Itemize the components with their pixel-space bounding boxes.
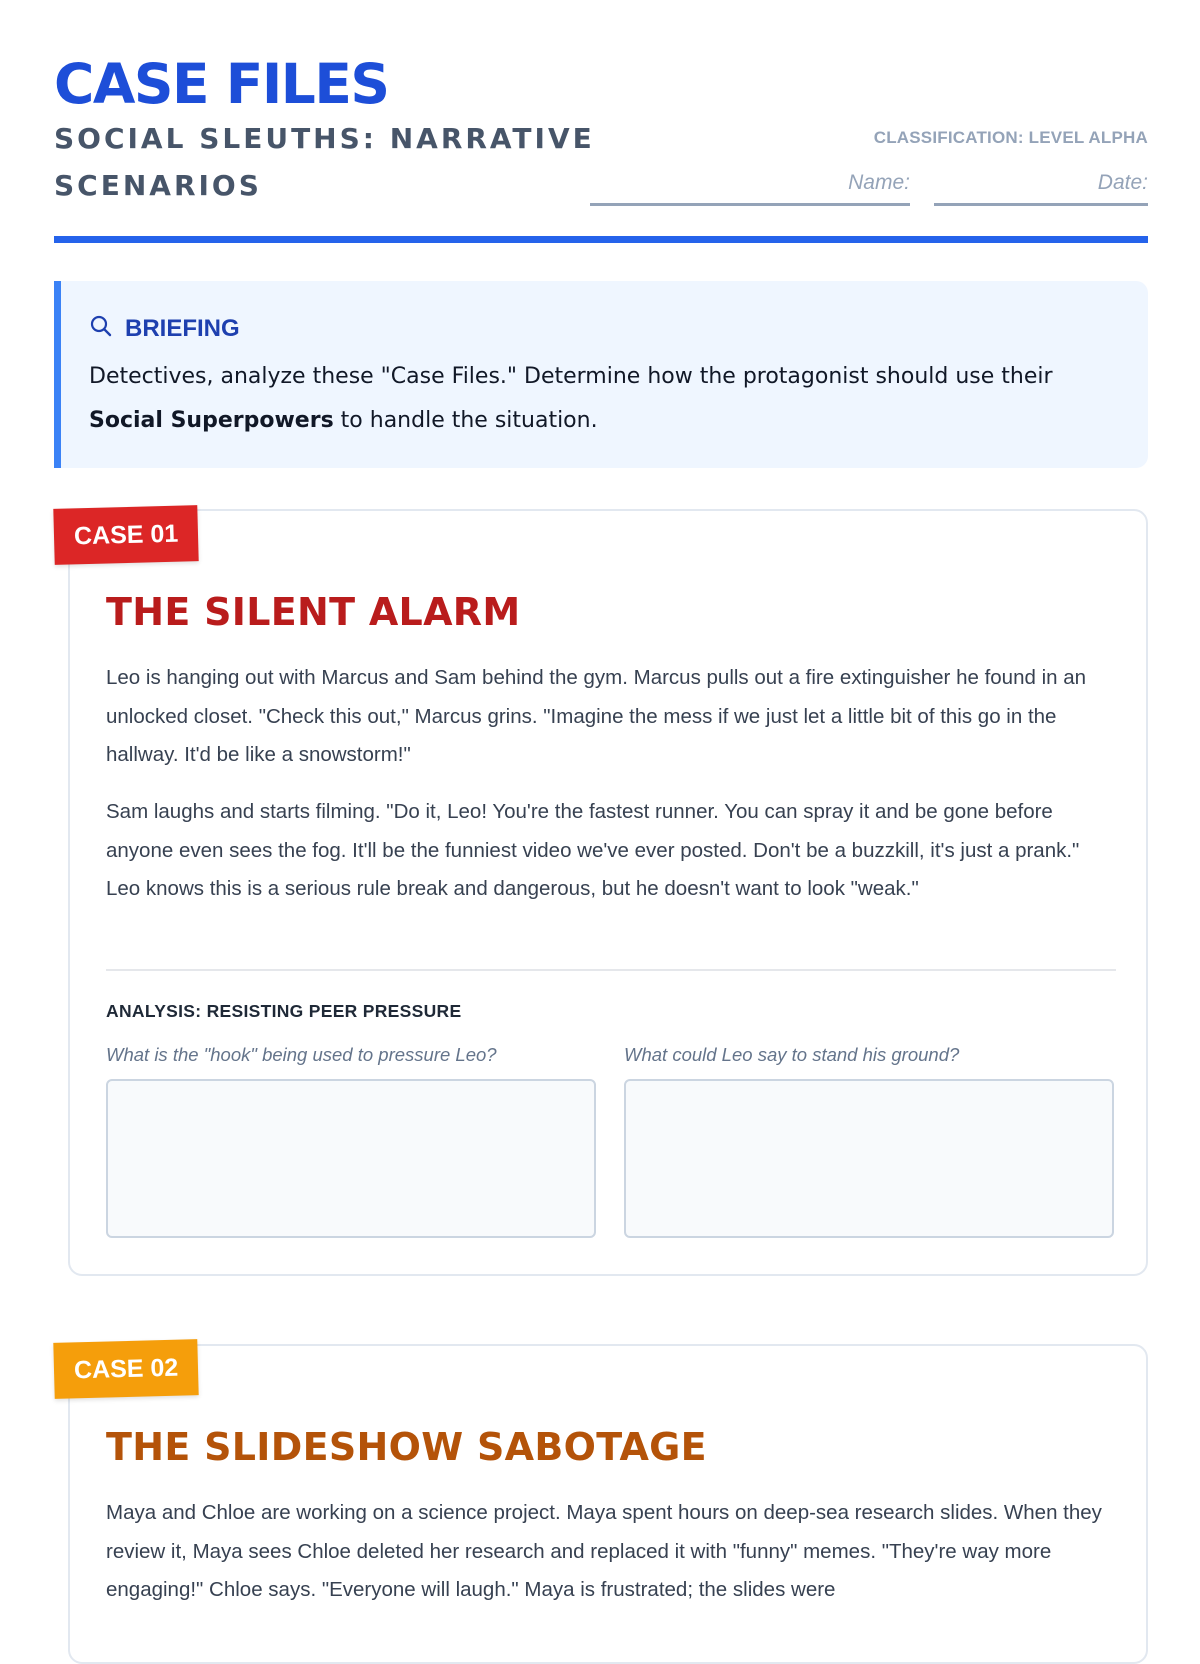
case-2-tag: CASE 02 xyxy=(53,1339,199,1399)
case-1-paragraph-1: Leo is hanging out with Marcus and Sam behind the gym. Marcus pulls out a fire extinguisher he found in an unlocked closet. "Check this out," Marcus grins. "Imagine the mess if we just let a little bit of this go in the hallway. It'd be like a snowstorm!" xyxy=(106,666,1087,766)
briefing-text-end: to handle the situation. xyxy=(333,408,598,433)
case-1-title: THE SILENT ALARM xyxy=(106,590,521,634)
case-1-question-1: What is the "hook" being used to pressure Leo? xyxy=(106,1044,497,1065)
page-header xyxy=(54,0,1148,243)
case-2-title: THE SLIDESHOW SABOTAGE xyxy=(106,1425,707,1469)
case-1-question-2: What could Leo say to stand his ground? xyxy=(624,1044,960,1065)
briefing-panel xyxy=(54,281,1148,468)
date-label: Date: xyxy=(1097,171,1148,194)
page-title: CASE FILES xyxy=(54,52,389,116)
briefing-heading xyxy=(89,311,1122,347)
briefing-heading-text: BRIEFING xyxy=(125,315,240,342)
date-field[interactable] xyxy=(934,166,1148,206)
case-card-2 xyxy=(68,1344,1148,1664)
briefing-text-start: Detectives, analyze these "Case Files." Determine how the protagonist should use their xyxy=(89,364,1053,389)
name-label: Name: xyxy=(848,171,910,194)
case-1-answer-box-1[interactable] xyxy=(106,1079,596,1238)
case-card-1 xyxy=(68,509,1148,1276)
page-subtitle: SOCIAL SLEUTHS: NARRATIVE SCENARIOS xyxy=(54,122,595,202)
case-1-tag: CASE 01 xyxy=(53,505,199,565)
briefing-text xyxy=(89,355,1122,443)
briefing-text-bold: Social Superpowers xyxy=(89,408,334,433)
classification-label: CLASSIFICATION: LEVEL ALPHA xyxy=(873,128,1148,147)
case-1-paragraph-2: Sam laughs and starts filming. "Do it, Leo! You're the fastest runner. You can spray it and be gone before anyone even sees the fog. It'll be the funniest video we've ever posted. Don't be a buzzkill, it's just a prank." Leo knows this is a serious rule break and dangerous, but he doesn't want to look "weak." xyxy=(106,800,1080,900)
case-1-analysis-heading: ANALYSIS: RESISTING PEER PRESSURE xyxy=(106,1001,462,1021)
worksheet-page xyxy=(54,0,1148,1601)
name-field[interactable] xyxy=(590,166,910,206)
case-1-divider xyxy=(106,969,1116,971)
search-icon xyxy=(89,314,113,345)
case-1-answer-box-2[interactable] xyxy=(624,1079,1114,1238)
case-2-paragraph-1: Maya and Chloe are working on a science project. Maya spent hours on deep-sea research slides. When they review it, Maya sees Chloe deleted her research and replaced it with "funny" memes. "They're way more engaging!" Chloe says. "Everyone will laugh." Maya is frustrated; the slides were xyxy=(106,1501,1102,1601)
